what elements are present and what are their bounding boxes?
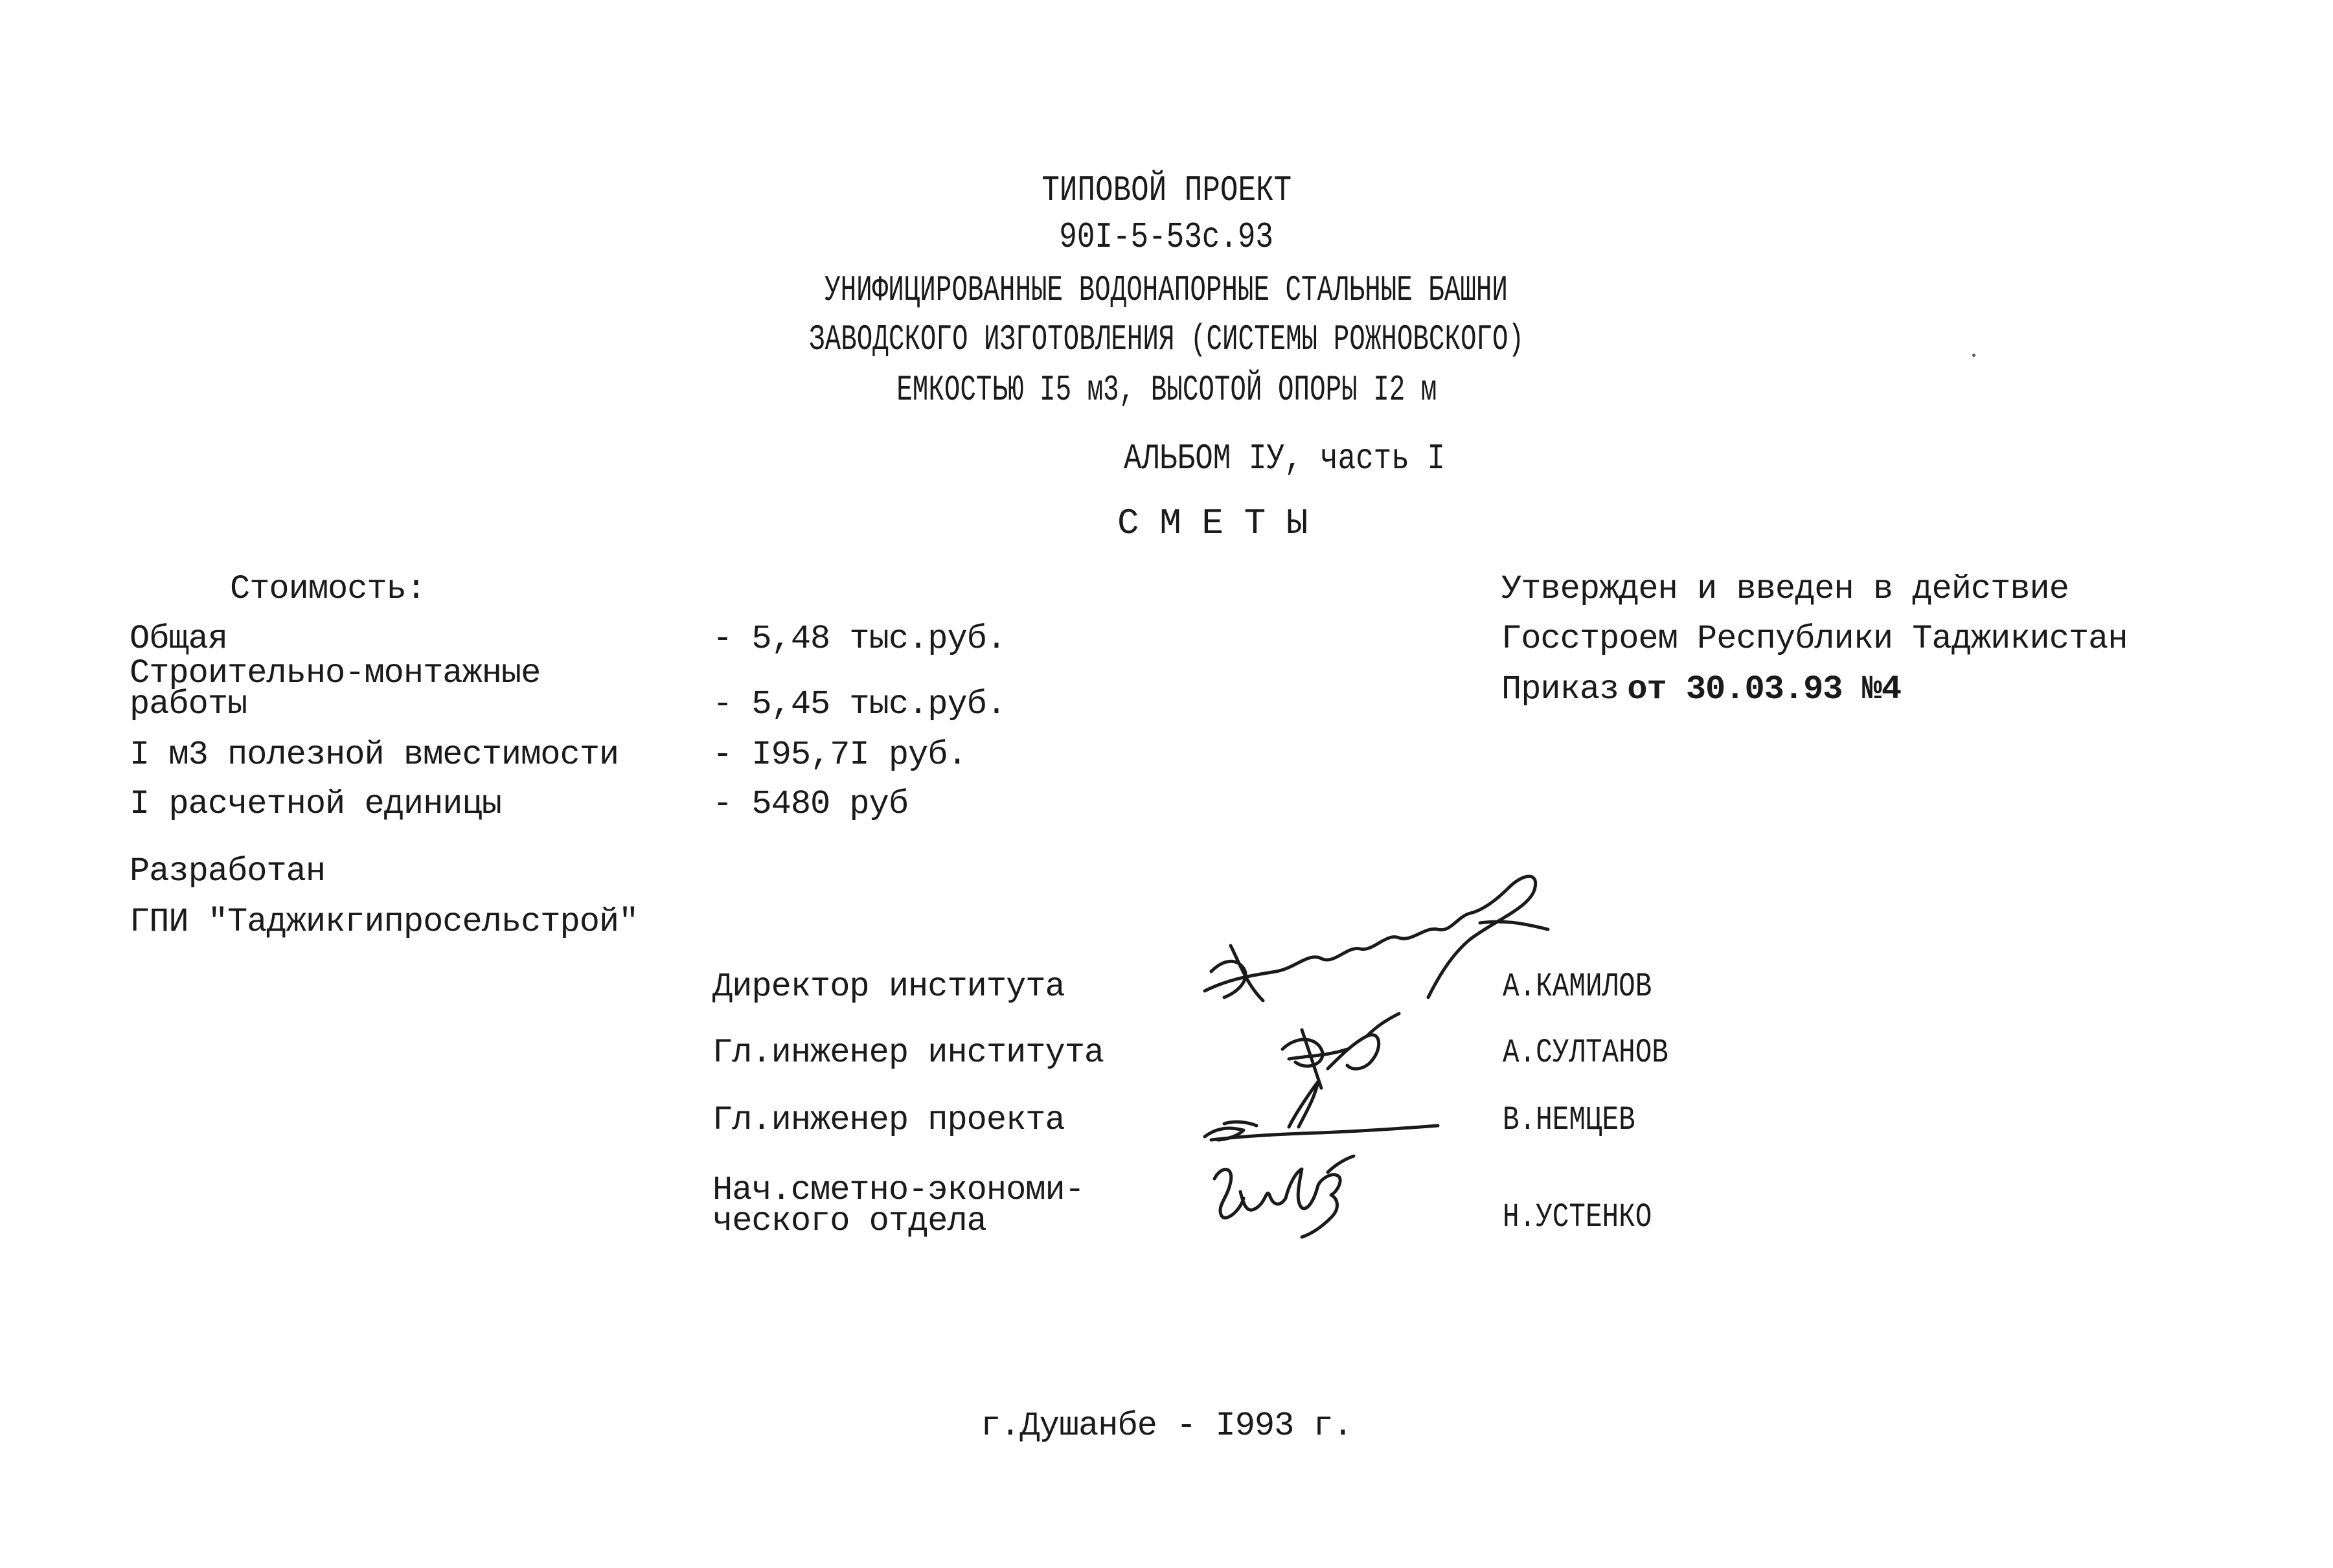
- cost-label-total: Общая: [130, 620, 228, 658]
- signature-director-icon: [1185, 861, 1574, 1030]
- cost-label-construction: Строительно-монтажные: [130, 654, 541, 692]
- cost-label-per-unit: I расчетной единицы: [130, 785, 501, 823]
- cost-heading: Стоимость:: [230, 570, 426, 608]
- developer-label: Разработан: [130, 852, 326, 891]
- place-year: г.Душанбе - I993 г.: [981, 1407, 1352, 1445]
- signatory-name-estimates-head: Н.УСТЕНКО: [1503, 1198, 1652, 1236]
- signatory-role-estimates-head-2: ческого отдела: [712, 1202, 986, 1240]
- signatory-name-chief-engineer-project: В.НЕМЦЕВ: [1503, 1101, 1635, 1139]
- signatory-role-chief-engineer-institute: Гл.инженер института: [712, 1034, 1104, 1072]
- signatory-role-director: Директор института: [712, 968, 1065, 1006]
- signature-chief-engineer-project-icon: [1198, 1075, 1457, 1166]
- cost-label-construction-2: работы: [130, 685, 247, 723]
- title-line-1: УНИФИЦИРОВАННЫЕ ВОДОНАПОРНЫЕ СТАЛЬНЫЕ БАШНИ: [825, 269, 1508, 311]
- signatory-role-estimates-head: Нач.сметно-экономи-: [712, 1171, 1084, 1209]
- section-title: С М Е Т Ы: [1117, 503, 1308, 544]
- cost-value-per-m3: - I95,7I руб.: [712, 736, 967, 774]
- cost-label-per-m3: I м3 полезной вместимости: [130, 736, 619, 774]
- project-code: 90I-5-53с.93: [1059, 216, 1274, 258]
- title-line-3: ЕМКОСТЬЮ I5 м3, ВЫСОТОЙ ОПОРЫ I2 м: [896, 369, 1437, 411]
- album-label: АЛЬБОМ IУ, часть I: [1124, 438, 1446, 479]
- cost-value-per-unit: - 5480 руб: [712, 785, 909, 823]
- signature-estimates-head-icon: [1205, 1153, 1373, 1244]
- order-prefix: Приказ: [1501, 670, 1619, 709]
- title-line-2: ЗАВОДСКОГО ИЗГОТОВЛЕНИЯ (СИСТЕМЫ РОЖНОВСКОГО): [809, 319, 1524, 360]
- project-type: ТИПОВОЙ ПРОЕКТ: [1041, 170, 1292, 211]
- scan-dot: [1972, 354, 1975, 357]
- cost-value-construction: - 5,45 тыс.руб.: [712, 685, 1007, 723]
- cost-value-total: - 5,48 тыс.руб.: [712, 620, 1007, 658]
- signatory-name-chief-engineer-institute: А.СУЛТАНОВ: [1503, 1034, 1668, 1072]
- approval-line-1: Утвержден и введен в действие: [1501, 570, 2069, 608]
- signatory-role-chief-engineer-project: Гл.инженер проекта: [712, 1101, 1065, 1139]
- order-number: от 30.03.93 №4: [1627, 670, 1902, 709]
- signatory-name-director: А.КАМИЛОВ: [1503, 968, 1652, 1006]
- developer-org: ГПИ "Таджикгипросельстрой": [130, 903, 639, 941]
- approval-line-3: [1501, 668, 1901, 709]
- approval-line-2: Госстроем Республики Таджикистан: [1501, 620, 2128, 658]
